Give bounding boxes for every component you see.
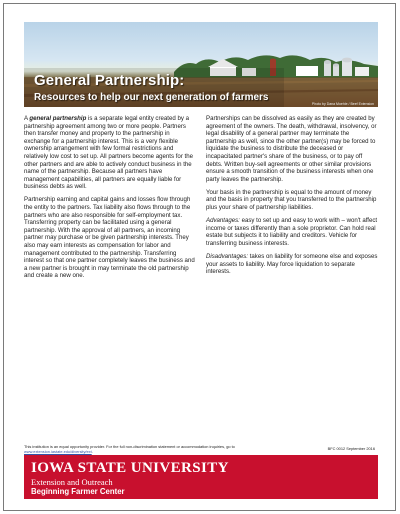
university-wordmark: IOWA STATE UNIVERSITY bbox=[31, 460, 229, 476]
disadvantages-label: Disadvantages: bbox=[206, 253, 249, 260]
advantages-label: Advantages: bbox=[206, 217, 240, 225]
banner-title: General Partnership: bbox=[34, 72, 185, 89]
dissolution-paragraph: Partnerships can be dissolved as easily as they are created by agreement of the owners. The death, withdrawal, insolvency, or legal disability of a general partner may terminate the partnership as well, since the other partner(s) may be forced to liquidate the business to distribute the deceased or incapacitated partner's share of the business, or to pay off debts. Written buy-sell agreements or other similar provisions ensure a smooth transition of the business interests when one party leaves the partnership. bbox=[206, 115, 377, 183]
tax-paragraph: Partnership earning and capital gains and losses flow through the entity to the partners. Tax liability also flows through to the partners who are also responsible for self-employment tax. Transferring property can be facilitated using a general partnership. With the approval of all partners, an incoming partner may purchase or be given partnership interests. They also may earn interests as compensation for labor and management contributed to the partnership. Transferring interest so that one partner completely leaves the business and a new partner is brought in may terminate the old partnership and create a new one. bbox=[24, 196, 195, 280]
extension-label: Extension and Outreach bbox=[31, 477, 113, 487]
right-column bbox=[206, 115, 378, 281]
diversity-link[interactable]: www.extension.iastate.edu/diversity/ext bbox=[24, 449, 92, 454]
document-page bbox=[3, 3, 396, 511]
publication-number: BFC 0012 September 2016 bbox=[327, 446, 375, 451]
basis-paragraph: Your basis in the partnership is equal to the amount of money and the basis in property that you transferred to the partnership plus your share of partnership liabilities. bbox=[206, 188, 377, 212]
disadvantages-paragraph: Disadvantages: takes on liability for someone else and exposes your assets to liability. May force liquidation to separate interests. bbox=[206, 253, 378, 276]
center-label: Beginning Farmer Center bbox=[31, 487, 125, 496]
header-banner bbox=[24, 22, 378, 107]
advantages-paragraph: Advantages: easy to set up and easy to work with – won't affect income or taxes differently than a sole proprietor. Can hold real estate but subjects it to liability and creditors. Vehicle for transferring business interests. bbox=[206, 217, 378, 247]
nondiscrimination-statement: This institution is an equal opportunity provider. For the full non-discrimination statement or accommodation inquiries, go to www.extension.iastate.edu/diversity/ext. bbox=[24, 444, 235, 454]
isu-footer-bar bbox=[24, 455, 378, 499]
intro-paragraph: A general partnership is a separate legal entity created by a partnership agreement among two or more people. Partners then transfer money and property to the partnership in exchange for a partnership interest. This is a very flexible ownership arrangement with few formal restrictions and relatively low cost to set up. All partners become agents for the other partners and are able to actively conduct business in the name of the partnership. Because all partners have management capabilities, all partners are equally liable for business debts as well. bbox=[24, 115, 194, 191]
photo-credit: Photo by Dana Moehle / Beef Extension bbox=[311, 102, 374, 106]
defined-term: general partnership bbox=[29, 115, 87, 122]
banner-subtitle: Resources to help our next generation of farmers bbox=[34, 92, 269, 103]
left-column bbox=[24, 115, 196, 285]
